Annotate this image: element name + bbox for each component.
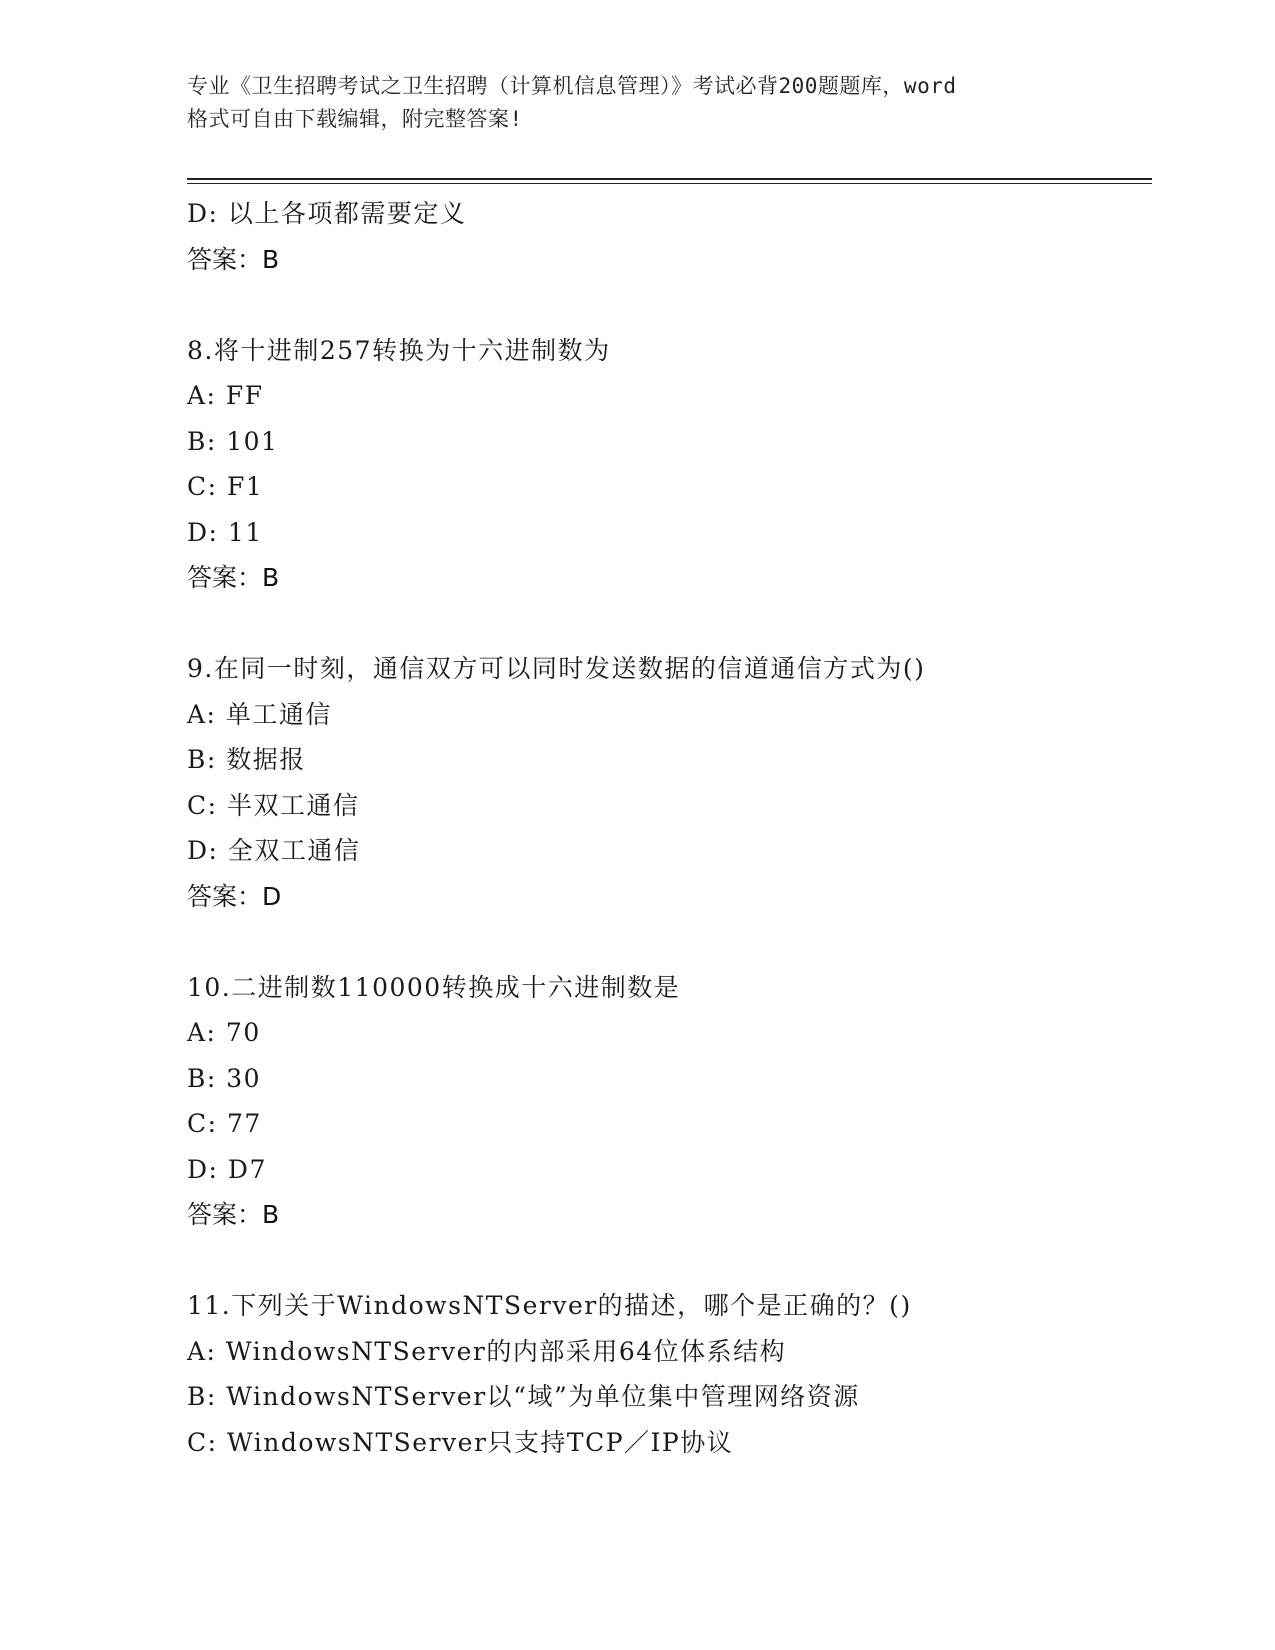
answer-text: 答案：B bbox=[187, 1200, 280, 1229]
option-text: C: F1 bbox=[187, 472, 264, 501]
header-rule-thin bbox=[187, 183, 1152, 184]
option-text: C: WindowsNTServer只支持TCP／IP协议 bbox=[187, 1427, 734, 1457]
option-text: C: 77 bbox=[187, 1109, 262, 1138]
document-header bbox=[187, 70, 1087, 136]
question-text: 9.在同一时刻，通信双方可以同时发送数据的信道通信方式为() bbox=[187, 654, 926, 683]
question-text: 10.二进制数110000转换成十六进制数是 bbox=[187, 972, 681, 1002]
question-text: 8.将十进制257转换为十六进制数为 bbox=[187, 335, 611, 365]
answer-text: 答案：B bbox=[187, 244, 280, 274]
option-text: A: 单工通信 bbox=[187, 699, 332, 729]
question-list bbox=[187, 191, 1152, 1465]
option-text: D: 全双工通信 bbox=[187, 836, 361, 865]
option-text: A: 70 bbox=[187, 1018, 261, 1047]
option-text: B: 数据报 bbox=[187, 745, 306, 774]
option-text: A: FF bbox=[187, 381, 264, 410]
answer-text: 答案：B bbox=[187, 563, 280, 592]
option-text: D: D7 bbox=[187, 1154, 267, 1184]
spacer bbox=[187, 282, 1152, 328]
option-text: B: 30 bbox=[187, 1063, 262, 1093]
option-text: D: 以上各项都需要定义 bbox=[187, 199, 467, 228]
option-text: B: WindowsNTServer以“域”为单位集中管理网络资源 bbox=[187, 1382, 860, 1411]
spacer bbox=[187, 601, 1152, 647]
option-text: B: 101 bbox=[187, 426, 279, 456]
header-line-1: 专业《卫生招聘考试之卫生招聘（计算机信息管理）》考试必背200题题库，word bbox=[187, 74, 957, 98]
option-text: C: 半双工通信 bbox=[187, 790, 360, 820]
option-text: D: 11 bbox=[187, 517, 263, 547]
answer-text: 答案：D bbox=[187, 881, 282, 911]
header-line-2: 格式可自由下载编辑，附完整答案! bbox=[187, 107, 523, 131]
spacer bbox=[187, 919, 1152, 965]
header-rule-thick bbox=[187, 178, 1152, 180]
option-text: A: WindowsNTServer的内部采用64位体系结构 bbox=[187, 1336, 787, 1366]
question-text: 11.下列关于WindowsNTServer的描述，哪个是正确的？() bbox=[187, 1291, 912, 1320]
spacer bbox=[187, 1238, 1152, 1284]
